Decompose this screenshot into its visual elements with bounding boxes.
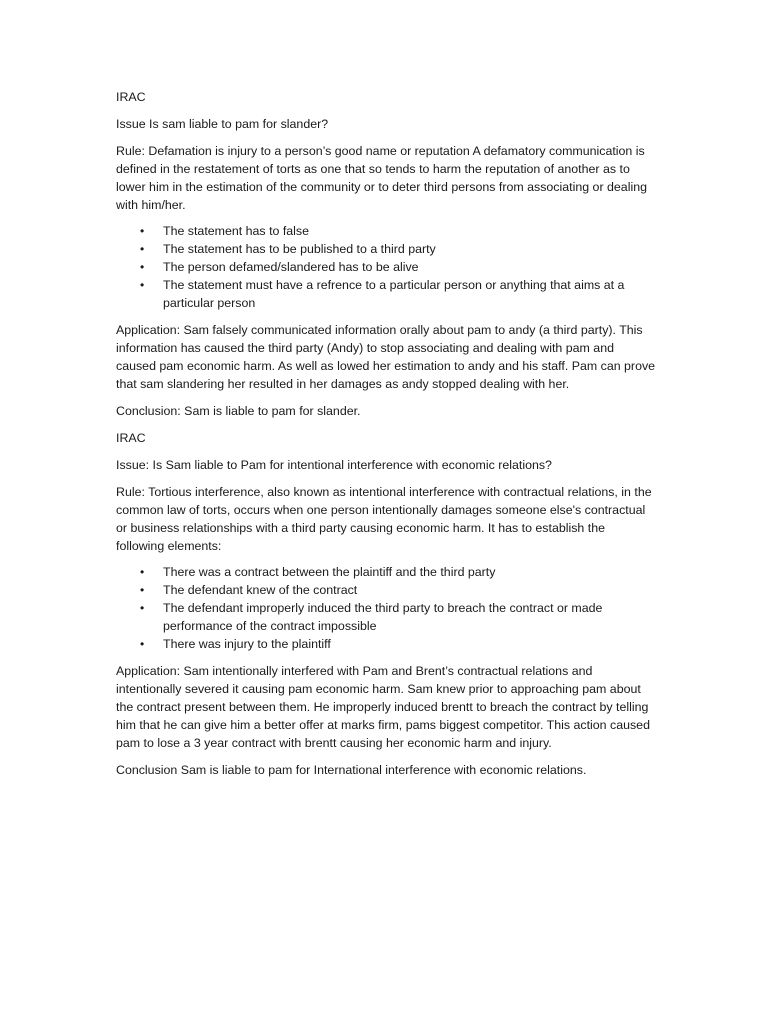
section2-rule: Rule: Tortious interference, also known as intentional interference with contractual relations, in the common law of torts, occurs when one person intentionally damages someone else's contractual or business relationships with a third party causing economic harm. It has to establish the following elements: [116, 485, 652, 553]
section1-heading: IRAC [116, 90, 146, 104]
list-item [116, 240, 656, 258]
list-item-text: The person defamed/slandered has to be alive [163, 260, 419, 274]
list-item-text: The statement has to false [163, 224, 310, 238]
section1-issue: Issue Is sam liable to pam for slander? [116, 117, 329, 131]
list-item-text: There was a contract between the plaintiff and the third party [163, 565, 496, 579]
document-body [116, 88, 656, 788]
section1-elements-list [116, 222, 656, 312]
bullet-icon: • [140, 242, 145, 256]
list-item [116, 222, 656, 240]
section2-issue: Issue: Is Sam liable to Pam for intentional interference with economic relations? [116, 458, 552, 472]
list-item-text: There was injury to the plaintiff [163, 637, 331, 651]
section2-elements-list [116, 563, 656, 653]
section2-heading: IRAC [116, 431, 146, 445]
list-item [116, 599, 656, 635]
list-item [116, 258, 656, 276]
section1-application: Application: Sam falsely communicated information orally about pam to andy (a third party). This information has caused the third party (Andy) to stop associating and dealing with pam and caused pam economic harm. As well as lowed her estimation to andy and his staff. Pam can prove that sam slandering her resulted in her damages as andy stopped dealing with her. [116, 323, 656, 391]
list-item-text: The statement has to be published to a third party [163, 242, 436, 256]
list-item [116, 563, 656, 581]
section1-conclusion: Conclusion: Sam is liable to pam for slander. [116, 404, 361, 418]
bullet-icon: • [140, 565, 145, 579]
list-item [116, 276, 656, 312]
bullet-icon: • [140, 637, 145, 651]
list-item [116, 581, 656, 599]
bullet-icon: • [140, 583, 145, 597]
list-item [116, 635, 656, 653]
list-item-text: The statement must have a refrence to a particular person or anything that aims at a particular person [163, 278, 625, 310]
bullet-icon: • [140, 224, 145, 238]
section2-application: Application: Sam intentionally interfered with Pam and Brent’s contractual relations and intentionally severed it causing pam economic harm. Sam knew prior to approaching pam about the contract present between them. He improperly induced brentt to breach the contract by telling him that he can give him a better offer at marks firm, pams biggest competitor. This action caused pam to lose a 3 year contract with brentt causing her economic harm and injury. [116, 664, 650, 750]
bullet-icon: • [140, 260, 145, 274]
bullet-icon: • [140, 601, 145, 615]
list-item-text: The defendant knew of the contract [163, 583, 358, 597]
bullet-icon: • [140, 278, 145, 292]
list-item-text: The defendant improperly induced the third party to breach the contract or made performance of the contract impossible [163, 601, 603, 633]
section1-rule: Rule: Defamation is injury to a person’s good name or reputation A defamatory communication is defined in the restatement of torts as one that so tends to harm the reputation of another as to lower him in the estimation of the community or to deter third persons from associating or dealing with him/her. [116, 144, 647, 212]
section2-conclusion: Conclusion Sam is liable to pam for International interference with economic relations. [116, 763, 587, 777]
